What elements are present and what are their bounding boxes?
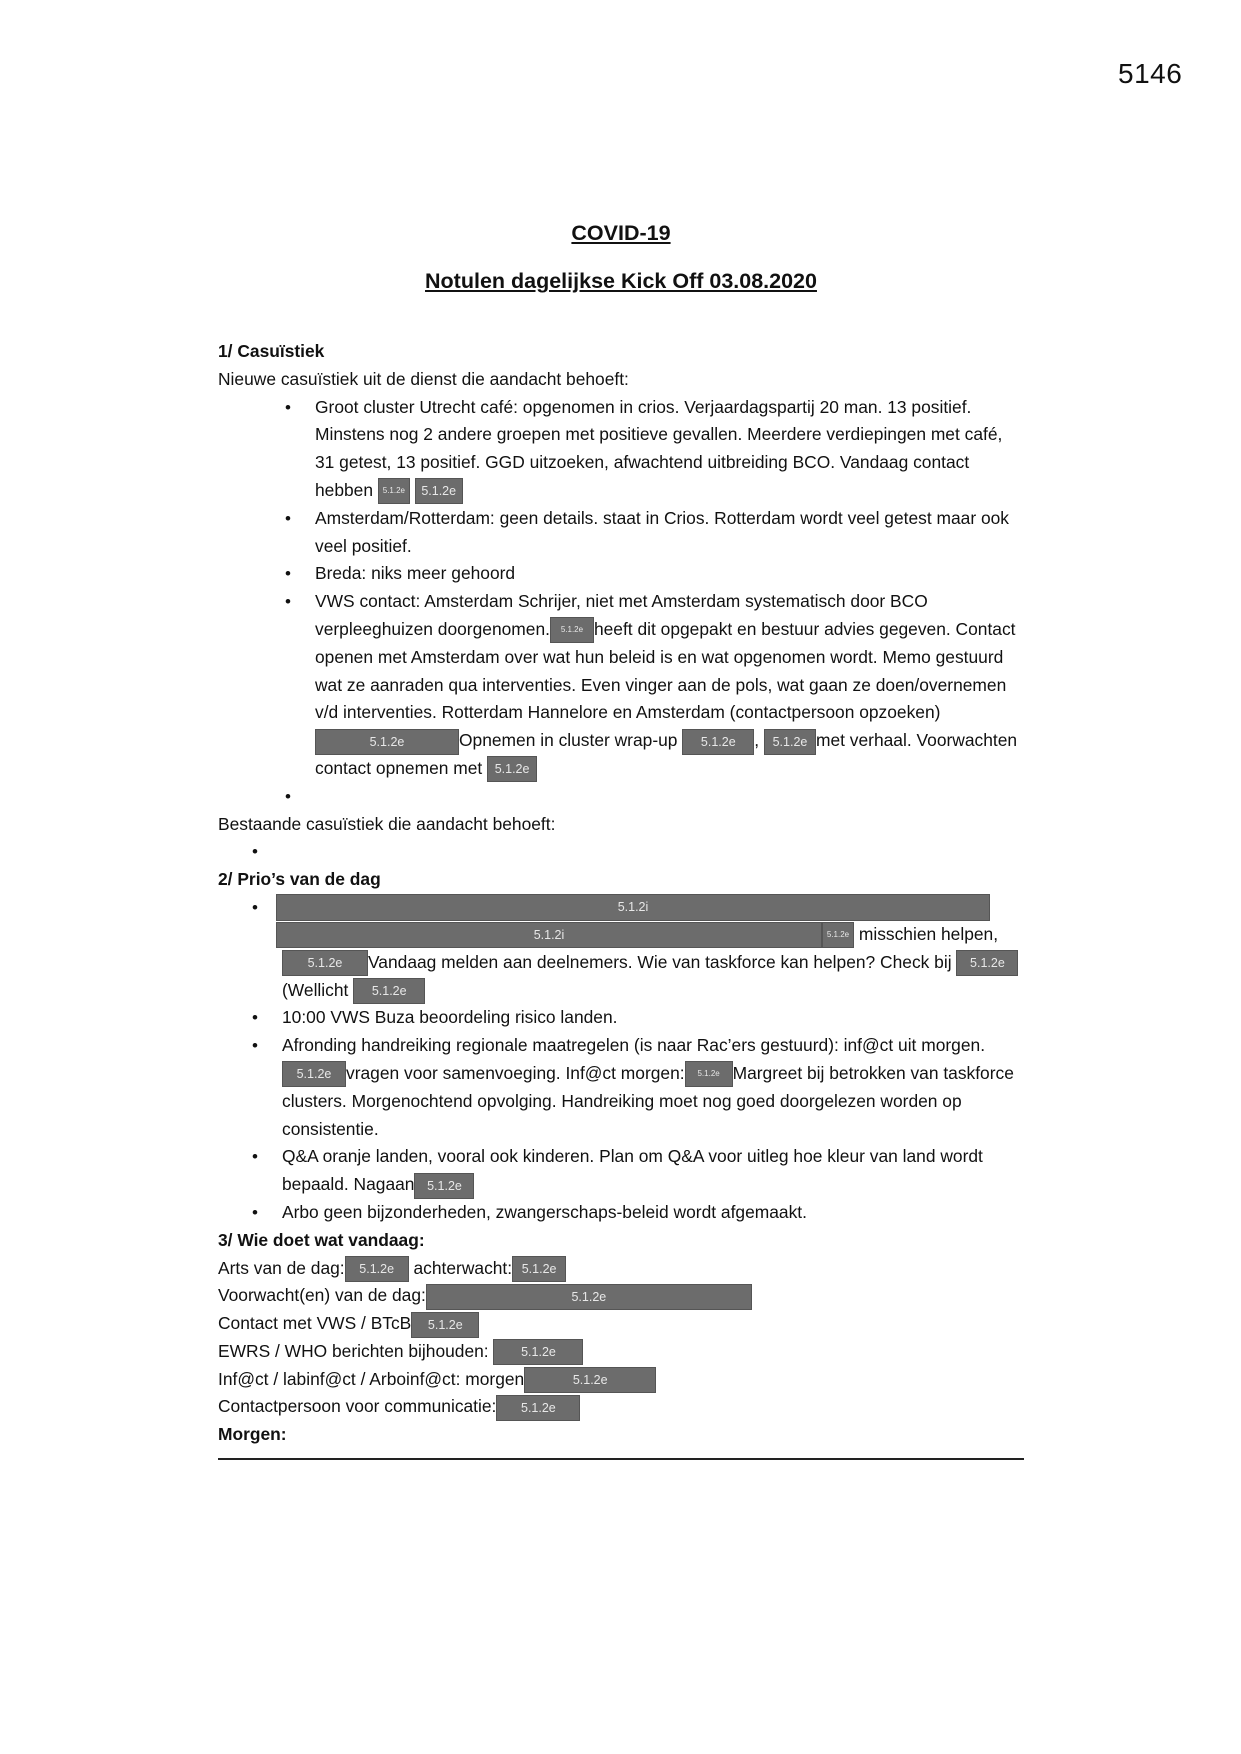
empty-list-item [315, 783, 1024, 811]
redaction-box: 5.1.2e [682, 729, 754, 755]
redaction-box: 5.1.2e [415, 478, 463, 504]
redaction-box: 5.1.2e [411, 1312, 479, 1338]
redaction-box: 5.1.2e [282, 1061, 346, 1087]
duty-row-infct: Inf@ct / labinf@ct / Arboinf@ct: morgen 5.1.2e [218, 1366, 1024, 1394]
list-item: • Q&A oranje landen, vooral ook kinderen. Plan om Q&A voor uitleg hoe kleur van land wordt bepaald. Nagaan 5.1.2e [282, 1143, 1024, 1199]
existing-cases-intro: Bestaande casuïstiek die aandacht behoeft: [218, 813, 556, 834]
redaction-box: 5.1.2e [493, 1339, 583, 1365]
redaction-box: 5.1.2e [822, 922, 854, 948]
redaction-box: 5.1.2e [315, 729, 459, 755]
redaction-box: 5.1.2e [282, 950, 368, 976]
redaction-box: 5.1.2e [426, 1284, 752, 1310]
redaction-box: 5.1.2e [524, 1367, 656, 1393]
list-item: • Breda: niks meer gehoord [315, 560, 1024, 588]
section-prios-heading: 2/ Prio’s van de dag [218, 869, 381, 890]
redaction-box: 5.1.2e [685, 1061, 733, 1087]
list-item: • VWS contact: Amsterdam Schrijer, niet met Amsterdam systematisch door BCO verpleeghuizen doorgenomen. 5.1.2e heeft dit opgepakt en bestuur advies gegeven. Contact openen met Amsterdam over wat hun beleid is en wat opgenomen wordt. Memo gestuurd wat ze aanraden qua interventies. Even vinger aan de pols, wat gaan ze doen/overnemen v/d interventies. Rotterdam Hannelore en Amsterdam (contactpersoon opzoeken)5.1.2e Opnemen in cluster wrap-up 5.1.2e , 5.1.2e met verhaal. Voorwachten contact opnemen met 5.1.2e [315, 588, 1024, 783]
document-title: COVID-19 [571, 221, 671, 245]
new-cases-list [218, 394, 1024, 811]
redaction-box: 5.1.2e [353, 978, 425, 1004]
redaction-box: 5.1.2e [487, 756, 537, 782]
list-item: • Afronding handreiking regionale maatregelen (is naar Rac’ers gestuurd): inf@ct uit morgen. 5.1.2e vragen voor samenvoeging. Inf@ct morgen: 5.1.2e Margreet bij betrokken van taskforce clusters. Morgenochtend opvolging. Handreiking moet nog goed doorgelezen worden op consistentie. [282, 1032, 1024, 1143]
duty-row-communicatie: Contactpersoon voor communicatie: 5.1.2e [218, 1393, 1024, 1421]
list-item: • Amsterdam/Rotterdam: geen details. staat in Crios. Rotterdam wordt veel getest maar ook veel positief. [315, 505, 1024, 561]
redaction-box: • 5.1.2i [276, 894, 990, 921]
empty-list-item [282, 838, 1024, 866]
existing-cases-list [218, 838, 1024, 866]
tomorrow-heading: Morgen: [218, 1424, 287, 1445]
document-subtitle: Notulen dagelijkse Kick Off 03.08.2020 [425, 269, 817, 293]
horizontal-rule [218, 1458, 1024, 1460]
redaction-box: 5.1.2e [414, 1173, 474, 1199]
page-number: 5146 [1118, 58, 1183, 89]
duty-row-vws: Contact met VWS / BTcB 5.1.2e [218, 1310, 1024, 1338]
redaction-box: 5.1.2e [378, 478, 410, 504]
duty-row-voorwacht: Voorwacht(en) van de dag: 5.1.2e [218, 1282, 1024, 1310]
prios-list [218, 894, 1024, 1227]
duty-row-arts: Arts van de dag: 5.1.2e achterwacht: 5.1.2e [218, 1255, 1024, 1283]
redaction-box: 5.1.2i [276, 922, 822, 948]
document-body [218, 218, 1024, 1449]
redaction-box: 5.1.2e [496, 1395, 580, 1421]
redaction-box: 5.1.2e [512, 1256, 566, 1282]
duty-row-ewrs: EWRS / WHO berichten bijhouden: 5.1.2e [218, 1338, 1024, 1366]
redaction-box: 5.1.2e [764, 729, 816, 755]
section-wie-doet-wat-heading: 3/ Wie doet wat vandaag: [218, 1229, 425, 1250]
section-casuistiek-heading: 1/ Casuïstiek [218, 341, 325, 361]
list-item: • 5.1.2i 5.1.2i 5.1.2e misschien helpen,5.1.2e Vandaag melden aan deelnemers. Wie van taskforce kan helpen? Check bij 5.1.2e(Wellicht 5.1.2e [282, 894, 1024, 1004]
new-cases-intro: Nieuwe casuïstiek uit de dienst die aandacht behoeft: [218, 368, 629, 389]
list-item: • Arbo geen bijzonderheden, zwangerschaps-beleid wordt afgemaakt. [282, 1199, 1024, 1227]
redaction-box: 5.1.2e [956, 950, 1018, 976]
redaction-box: 5.1.2e [345, 1256, 409, 1282]
redaction-box: 5.1.2e [550, 617, 594, 643]
list-item: • Groot cluster Utrecht café: opgenomen in crios. Verjaardagspartij 20 man. 13 positief. Minstens nog 2 andere groepen met positieve gevallen. Meerdere verdiepingen met café, 31 getest, 13 positief. GGD uitzoeken, afwachtend uitbreiding BCO. Vandaag contact hebben 5.1.2e 5.1.2e [315, 394, 1024, 505]
list-item: • 10:00 VWS Buza beoordeling risico landen. [282, 1004, 1024, 1032]
